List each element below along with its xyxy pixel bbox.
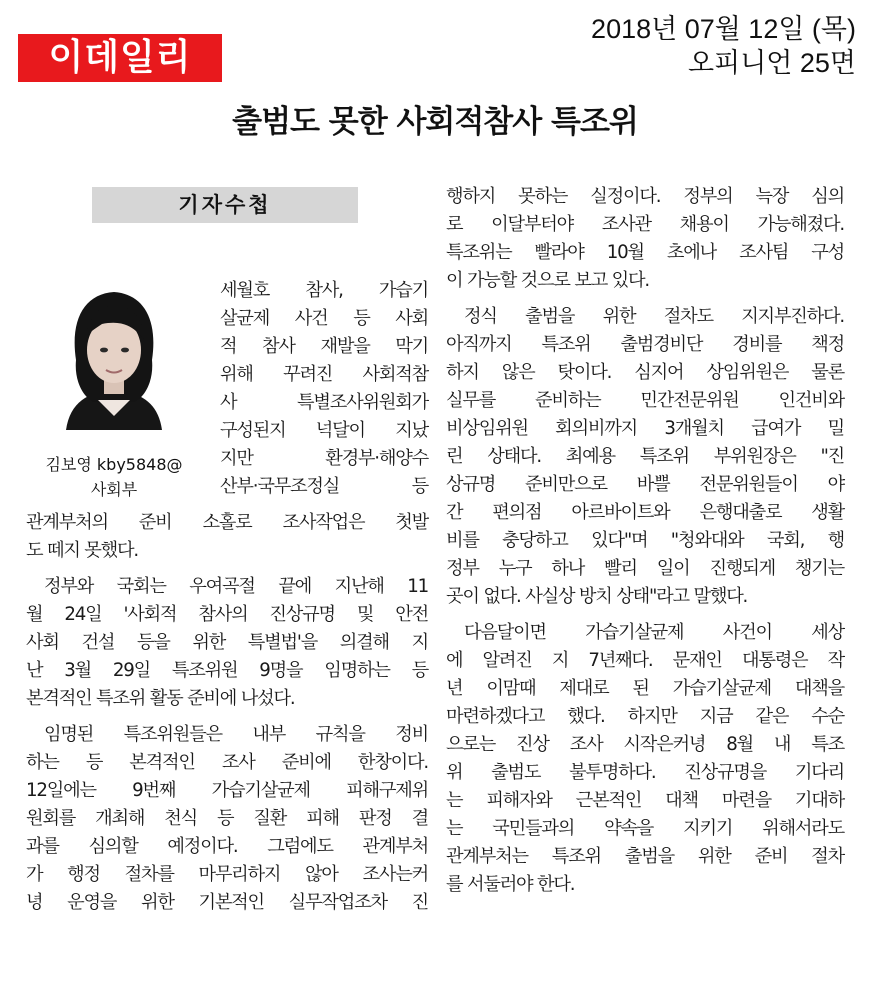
article-line: 년 이맘때 제대로 된 가습기살균제 대책을 xyxy=(446,678,844,699)
article-line: 다음달이면 가습기살균제 사건이 세상 xyxy=(464,622,844,643)
section-label: 기자수첩 xyxy=(92,187,358,223)
article-line: 실무를 준비하는 민간전문위원 인건비와 xyxy=(446,390,844,411)
reporter-department: 사회부 xyxy=(90,480,138,499)
article-line: 비상임위원 회의비까지 3개월치 급여가 밀 xyxy=(446,418,844,439)
article-line: 아직까지 특조위 출범경비단 경비를 책정 xyxy=(446,334,844,355)
article-line: 관계부처의 준비 소홀로 조사작업은 첫발 xyxy=(26,512,428,533)
article-line: 행하지 못하는 실정이다. 정부의 늑장 심의 xyxy=(446,186,844,207)
article-line: 마련하겠다고 했다. 하지만 지금 같은 수순 xyxy=(446,706,844,727)
article-line: 난 3월 29일 특조위원 9명을 임명하는 등 xyxy=(26,660,428,681)
article-line: 녕 운영을 위한 기본적인 실무작업조차 진 xyxy=(26,892,428,913)
article-line: 임명된 특조위원들은 내부 규칙을 정비 xyxy=(44,724,428,745)
article-line: 위 출범도 불투명하다. 진상규명을 기다리 xyxy=(446,762,844,783)
article-line: 세월호 참사, 가습기 xyxy=(220,280,428,301)
article-line: 과를 심의할 예정이다. 그럼에도 관계부처 xyxy=(26,836,428,857)
article-line: 본격적인 특조위 활동 준비에 나섰다. xyxy=(26,688,295,709)
article-line: 12일에는 9번째 가습기살균제 피해구제위 xyxy=(26,780,428,801)
article-line: 곳이 없다. 사실상 방치 상태"라고 말했다. xyxy=(446,586,748,607)
article-line: 으로는 진상 조사 시작은커녕 8월 내 특조 xyxy=(446,734,844,755)
article-line: 정식 출범을 위한 절차도 지지부진하다. xyxy=(464,306,844,327)
article-line: 에 알려진 지 7년째다. 문재인 대통령은 작 xyxy=(446,650,844,671)
article-line: 지만 환경부·해양수 xyxy=(220,448,428,469)
reporter-portrait-icon xyxy=(26,280,202,430)
article-line: 린 상태다. 최예용 특조위 부위원장은 "진 xyxy=(446,446,844,467)
article-line: 하는 등 본격적인 조사 준비에 한창이다. xyxy=(26,752,428,773)
article-line: 를 서둘러야 한다. xyxy=(446,874,575,895)
article-line: 사 특별조사위원회가 xyxy=(220,392,428,413)
article-line: 이 가능할 것으로 보고 있다. xyxy=(446,270,649,291)
reporter-photo xyxy=(26,280,202,430)
article-line: 하지 않은 탓이다. 심지어 상임위원은 물론 xyxy=(446,362,844,383)
article-line: 가 행정 절차를 마무리하지 않아 조사는커 xyxy=(26,864,428,885)
issue-date: 2018년 07월 12일 (목) xyxy=(591,14,856,44)
article-line: 는 피해자와 근본적인 대책 마련을 기대하 xyxy=(446,790,844,811)
edaily-logo: 이데일리 xyxy=(18,34,222,82)
article-line: 간 편의점 아르바이트와 은행대출로 생활 xyxy=(446,502,844,523)
article-line: 정부와 국회는 우여곡절 끝에 지난해 11 xyxy=(44,576,428,597)
article-line: 위해 꾸려진 사회적참 xyxy=(220,364,428,385)
article-line: 월 24일 '사회적 참사의 진상규명 및 안전 xyxy=(26,604,428,625)
article-line: 구성된지 넉달이 지났 xyxy=(220,420,428,441)
headline: 출범도 못한 사회적참사 특조위 xyxy=(232,104,638,140)
article-line: 상규명 준비만으로 바쁠 전문위원들이 야 xyxy=(446,474,844,495)
article-line: 원회를 개최해 천식 등 질환 피해 판정 결 xyxy=(26,808,428,829)
article-line: 사회 건설 등을 위한 특별법'을 의결해 지 xyxy=(26,632,428,653)
reporter-name-email: 김보영 kby5848@ xyxy=(45,455,183,474)
article-line: 살균제 사건 등 사회 xyxy=(220,308,428,329)
article-line: 로 이달부터야 조사관 채용이 가능해졌다. xyxy=(446,214,844,235)
article-line: 도 떼지 못했다. xyxy=(26,540,138,561)
reporter-byline xyxy=(26,452,202,502)
dateline xyxy=(591,12,856,80)
article-line: 특조위는 빨라야 10월 초에나 조사팀 구성 xyxy=(446,242,844,263)
article-line: 산부·국무조정실 등 xyxy=(220,476,428,497)
article-line: 적 참사 재발을 막기 xyxy=(220,336,428,357)
article-line: 는 국민들과의 약속을 지키기 위해서라도 xyxy=(446,818,844,839)
page-section: 오피니언 25면 xyxy=(688,48,856,78)
article-line: 비를 충당하고 있다"며 "청와대와 국회, 행 xyxy=(446,530,844,551)
article-line: 정부 누구 하나 빨리 일이 진행되게 챙기는 xyxy=(446,558,844,579)
article-line: 관계부처는 특조위 출범을 위한 준비 절차 xyxy=(446,846,844,867)
